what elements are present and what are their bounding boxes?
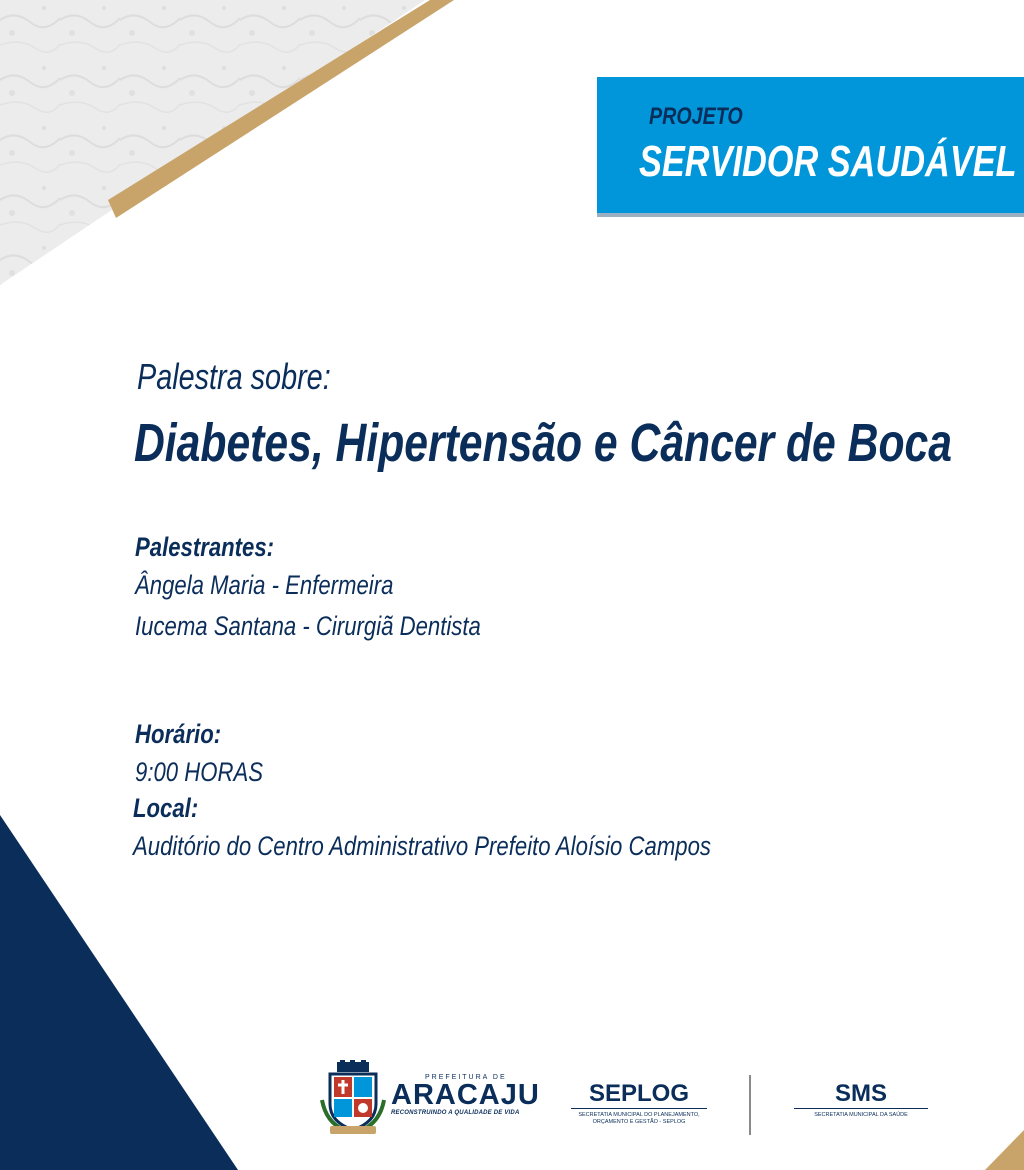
sms-logo [794, 1081, 928, 1119]
aracaju-logo-text [391, 1074, 540, 1116]
seplog-logo [571, 1081, 707, 1126]
sms-name: SMS [834, 1080, 887, 1107]
aracaju-logo-name: ARACAJU [391, 1079, 540, 1111]
aracaju-coat-of-arms-icon [320, 1060, 386, 1136]
aracaju-logo-tagline: RECONSTRUINDO A QUALIDADE DE VIDA [391, 1110, 520, 1116]
seplog-name: SEPLOG [588, 1080, 690, 1107]
navy-corner [0, 815, 238, 1170]
project-banner [597, 77, 1024, 213]
seplog-rule [571, 1108, 707, 1109]
footer-divider [749, 1075, 751, 1135]
speakers-label: Palestrantes: [135, 532, 275, 562]
topic-heading: Diabetes, Hipertensão e Câncer de Boca [134, 413, 952, 473]
sms-rule [794, 1108, 928, 1109]
speaker-item: Ângela Maria - Enfermeira [135, 570, 394, 600]
project-title: SERVIDOR SAUDÁVEL [639, 137, 1017, 186]
seplog-subtitle-2: ORÇAMENTO E GESTÃO - SEPLOG [592, 1119, 686, 1125]
speaker-item: Iucema Santana - Cirurgiã Dentista [135, 611, 481, 641]
location-value: Auditório do Centro Administrativo Prefeito Aloísio Campos [133, 831, 711, 861]
project-kicker: PROJETO [649, 103, 743, 130]
aracaju-logo-top: PREFEITURA DE [425, 1074, 507, 1081]
schedule-label: Horário: [135, 719, 222, 749]
sms-subtitle: SECRETATIA MUNICIPAL DA SAÚDE [814, 1112, 908, 1118]
schedule-value: 9:00 HORAS [135, 757, 263, 787]
intro-text: Palestra sobre: [137, 356, 331, 397]
location-label: Local: [133, 793, 199, 823]
gold-corner [985, 1130, 1024, 1170]
seplog-subtitle-1: SECRETATIA MUNICIPAL DO PLANEJAMENTO, [578, 1112, 700, 1118]
